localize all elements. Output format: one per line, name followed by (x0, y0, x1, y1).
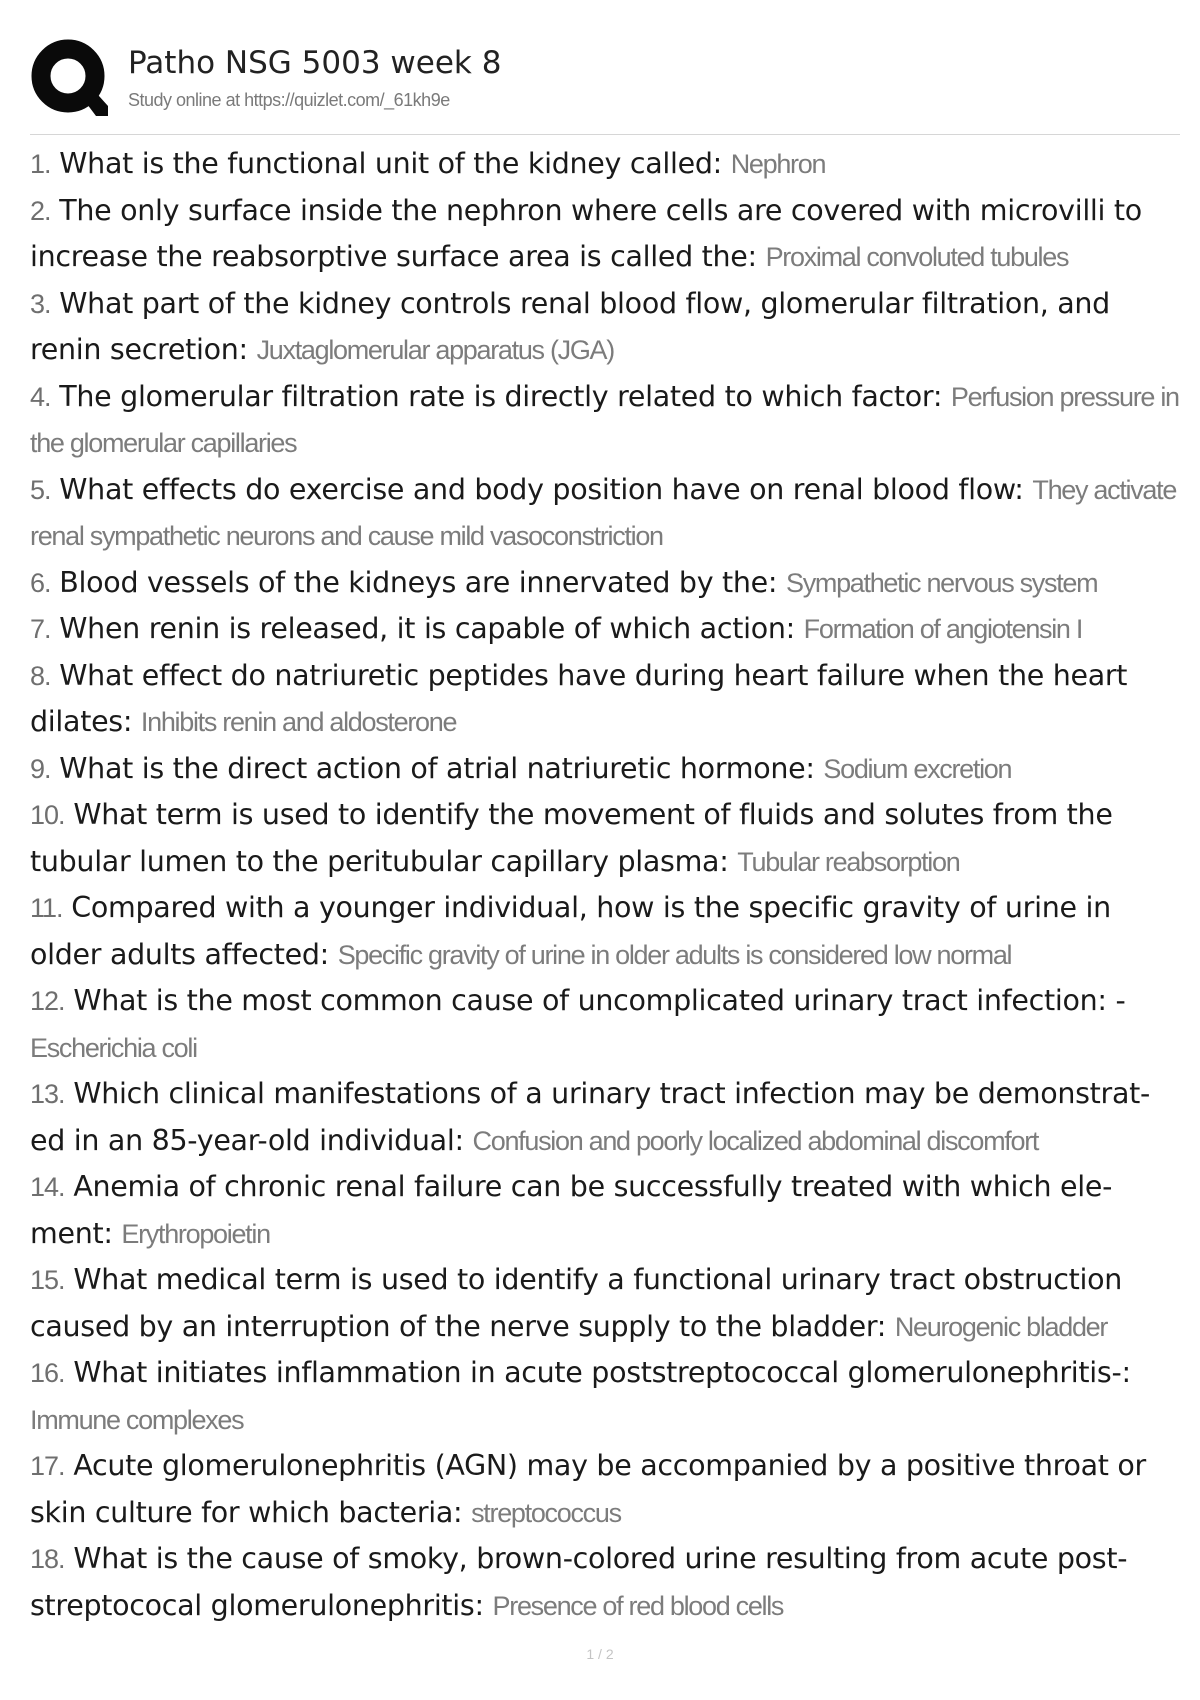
list-item (30, 141, 1180, 188)
list-item (30, 1071, 1180, 1164)
question-text: The glomerular filtration rate is directly related to which factor: (59, 379, 943, 413)
answer-text: Neurogenic bladder (894, 1311, 1108, 1342)
header-text (128, 43, 501, 113)
answer-text: Presence of red blood cells (492, 1590, 784, 1621)
answer-text: Inhibits renin and aldosterone (140, 707, 457, 737)
page-subtitle: Study online at https://quizlet.com/_61kh9e (128, 90, 450, 110)
list-item (30, 653, 1180, 746)
question-number: 14. (30, 1172, 65, 1202)
list-item (30, 746, 1180, 793)
list-item (30, 560, 1180, 607)
list-item (30, 1536, 1180, 1629)
question-number: 2. (30, 195, 51, 226)
question-text: What is the functional unit of the kidney called: (59, 147, 722, 180)
answer-text: Formation of angiotensin I (803, 614, 1083, 644)
question-number: 3. (30, 288, 51, 319)
question-number: 17. (30, 1451, 65, 1481)
question-text: What is the most common cause of uncomplicated urinary tract infection: - (73, 984, 1126, 1017)
list-item (30, 1443, 1180, 1536)
question-number: 16. (30, 1358, 65, 1388)
question-text: The only surface inside the nephron where cells are covered with microvilli to increase the reabsorptive surface area is called the: (30, 193, 1142, 273)
document-page (30, 30, 1180, 1629)
list-item (30, 885, 1180, 978)
answer-text: Perfusion pressure in the glomerular capillaries (30, 381, 1179, 458)
question-text: What is the cause of smoky, brown-colored urine resulting from acute post-streptococal glomerulonephritis: (30, 1542, 1128, 1622)
answer-text: Specific gravity of urine in older adults is considered low normal (337, 939, 1012, 970)
list-item (30, 1164, 1180, 1257)
question-text: What effects do exercise and body position have on renal blood flow: (59, 472, 1024, 506)
question-text: What term is used to identify the movement of fluids and solutes from the tubular lumen to the peritubular capillary plasma: (30, 798, 1113, 878)
question-number: 11. (30, 893, 63, 923)
list-item (30, 1257, 1180, 1350)
question-number: 6. (30, 567, 51, 598)
answer-text: They activate renal sympathetic neurons and cause mild vasoconstriction (30, 474, 1177, 551)
answer-text: Juxtaglomerular apparatus (JGA) (256, 335, 614, 365)
answer-text: Erythropoietin (121, 1218, 270, 1249)
list-item (30, 374, 1180, 467)
document-header (30, 30, 1180, 135)
question-text: Acute glomerulonephritis (AGN) may be accompanied by a positive throat or skin culture for which bacteria: (30, 1449, 1146, 1529)
page-title: Patho NSG 5003 week 8 (128, 45, 502, 81)
question-number: 13. (30, 1079, 65, 1109)
question-number: 12. (30, 986, 65, 1016)
question-text: Anemia of chronic renal failure can be successfully treated with which ele-ment: (30, 1170, 1113, 1250)
question-number: 8. (30, 660, 51, 691)
list-item (30, 188, 1180, 281)
page-indicator: 1 / 2 (586, 1646, 614, 1662)
question-text: What effect do natriuretic peptides have during heart failure when the heart dilates: (30, 658, 1128, 738)
quizlet-logo-icon (30, 36, 110, 120)
question-number: 5. (30, 474, 51, 505)
list-item (30, 606, 1180, 653)
question-text: Blood vessels of the kidneys are innervated by the: (59, 565, 778, 599)
question-text: What is the direct action of atrial natriuretic hormone: (59, 751, 815, 785)
question-number: 9. (30, 753, 51, 784)
answer-text: Escherichia coli (30, 1032, 197, 1063)
question-number: 10. (30, 800, 65, 830)
question-text: Which clinical manifestations of a urinary tract infection may be demonstrat-ed in an 85-year-old individual: (30, 1077, 1150, 1157)
question-number: 15. (30, 1265, 65, 1295)
answer-text: Immune complexes (30, 1404, 244, 1435)
list-item (30, 792, 1180, 885)
list-item (30, 978, 1180, 1071)
question-number: 4. (30, 381, 51, 412)
list-item (30, 281, 1180, 374)
question-number: 7. (30, 614, 51, 644)
answer-text: Confusion and poorly localized abdominal discomfort (472, 1125, 1039, 1156)
answer-text: Sodium excretion (823, 753, 1012, 784)
question-text: What part of the kidney controls renal blood flow, glomerular filtration, and renin secretion: (30, 286, 1110, 366)
question-text: Compared with a younger individual, how is the specific gravity of urine in older adults affected: (30, 891, 1111, 971)
answer-text: Nephron (730, 149, 826, 179)
question-text: What initiates inflammation in acute poststreptococcal glomerulonephritis-: (73, 1356, 1131, 1389)
question-list (30, 141, 1180, 1629)
answer-text: Tubular reabsorption (737, 846, 960, 877)
answer-text: streptococcus (471, 1497, 621, 1528)
question-number: 18. (30, 1544, 65, 1574)
question-text: What medical term is used to identify a functional urinary tract obstruction caused by an interruption of the nerve supply to the bladder: (30, 1263, 1122, 1343)
question-text: When renin is released, it is capable of which action: (59, 612, 795, 645)
list-item (30, 467, 1180, 560)
answer-text: Sympathetic nervous system (785, 567, 1098, 598)
list-item (30, 1350, 1180, 1443)
answer-text: Proximal convoluted tubules (765, 242, 1069, 272)
question-number: 1. (30, 149, 51, 179)
